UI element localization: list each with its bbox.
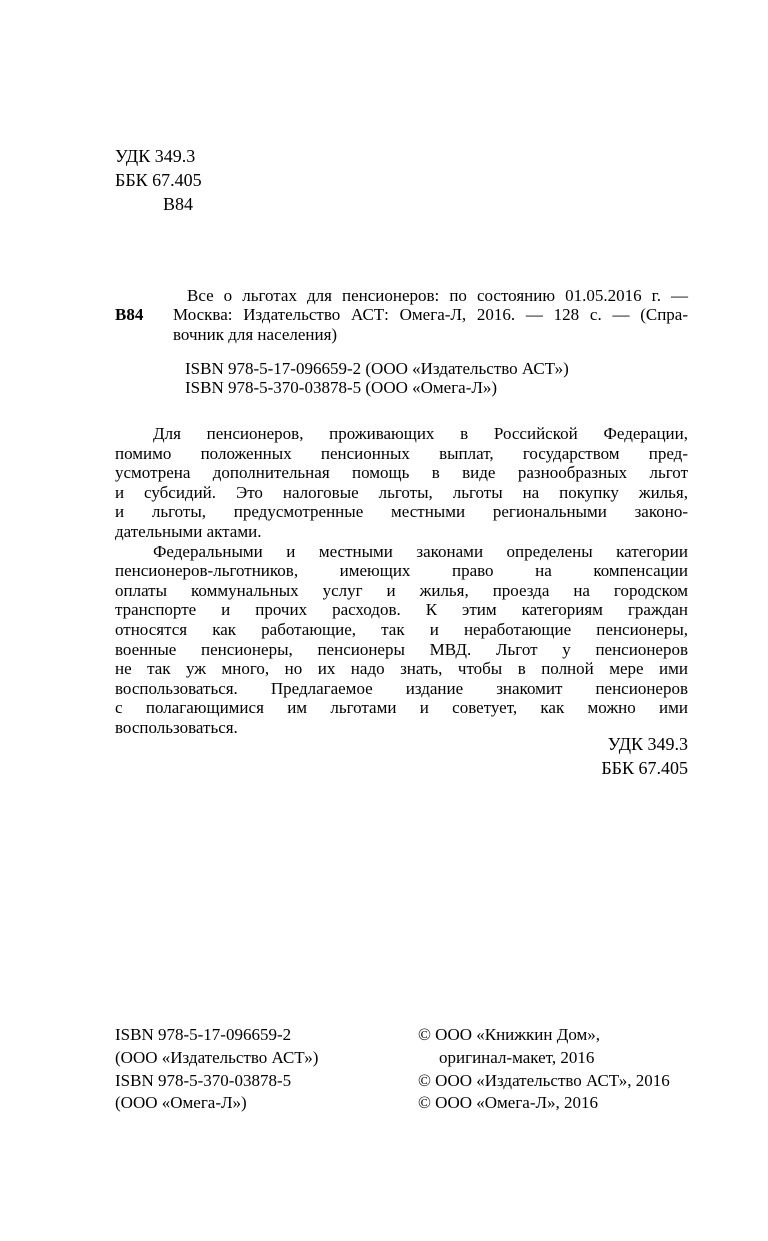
udk-code: УДК 349.3 — [115, 146, 196, 166]
isbn-block — [185, 359, 569, 398]
annotation-line: Все о льготах для пенсионеров: по состоянию 01.05.2016 г. — — [187, 286, 688, 305]
paragraph-line: пенсионеров-льготников, имеющих право на компенсации — [115, 561, 688, 581]
paragraph-line: с полагающимися им льготами и советует, как можно ими — [115, 698, 688, 718]
paragraph-line: дательными актами. — [115, 521, 262, 541]
paragraph-line: воспользоваться. — [115, 717, 238, 737]
bbk-code-right: ББК 67.405 — [601, 758, 688, 778]
footer-copyright-column — [418, 1024, 670, 1115]
paragraph-line: и льготы, предусмотренные местными региональными законо- — [115, 502, 688, 522]
paragraph-line: оплаты коммунальных услуг и жилья, проезда на городском — [115, 580, 688, 600]
paragraph-line: не так уж много, но их надо знать, чтобы в полной мере ими — [115, 659, 688, 679]
footer-isbn-line: ISBN 978-5-370-03878-5 — [115, 1070, 292, 1090]
isbn-line: ISBN 978-5-370-03878-5 (ООО «Омега-Л») — [185, 378, 498, 398]
paragraph-line: военные пенсионеры, пенсионеры МВД. Льгот у пенсионеров — [115, 639, 688, 659]
annotation-line: Москва: Издательство АСТ: Омега-Л, 2016. — 128 с. — (Спра- — [173, 305, 688, 325]
paragraph-line: помимо положенных пенсионных выплат, государством пред- — [115, 443, 688, 463]
isbn-line: ISBN 978-5-17-096659-2 (ООО «Издательство АСТ») — [185, 359, 569, 378]
udk-code-right: УДК 349.3 — [607, 734, 688, 754]
footer-publisher-line: (ООО «Омега-Л») — [115, 1093, 247, 1113]
footer-isbn-line: ISBN 978-5-17-096659-2 — [115, 1025, 292, 1044]
footer-publisher-line: (ООО «Издательство АСТ») — [115, 1047, 319, 1067]
bibliographic-annotation — [115, 286, 688, 344]
paragraph-line: относятся как работающие, так и неработающие пенсионеры, — [115, 619, 688, 639]
paragraph-1 — [115, 424, 688, 542]
annotation-line: вочник для населения) — [173, 324, 338, 344]
copyright-line: © ООО «Книжкин Дом», — [418, 1025, 601, 1044]
footer-isbn-column — [115, 1024, 318, 1115]
bbk-code: ББК 67.405 — [115, 170, 202, 190]
paragraph-line: транспорте и прочих расходов. К этим категориям граждан — [115, 600, 688, 620]
summary-text — [115, 424, 688, 738]
book-code: В84 — [163, 194, 194, 214]
copyright-line: оригинал-макет, 2016 — [439, 1047, 595, 1067]
copyright-line: © ООО «Издательство АСТ», 2016 — [418, 1070, 670, 1090]
paragraph-line: воспользоваться. Предлагаемое издание знакомит пенсионеров — [115, 678, 688, 698]
paragraph-line: Федеральными и местными законами определены категории — [153, 541, 688, 561]
annotation-book-code: В84 — [115, 305, 144, 325]
paragraph-line: усмотрена дополнительная помощь в виде разнообразных льгот — [115, 463, 688, 483]
paragraph-2 — [115, 542, 688, 738]
right-codes-block — [115, 732, 688, 780]
top-codes-block — [115, 144, 202, 216]
copyright-line: © ООО «Омега-Л», 2016 — [418, 1093, 599, 1113]
paragraph-line: и субсидий. Это налоговые льготы, льготы на покупку жилья, — [115, 482, 688, 502]
paragraph-line: Для пенсионеров, проживающих в Российской Федерации, — [153, 424, 688, 443]
